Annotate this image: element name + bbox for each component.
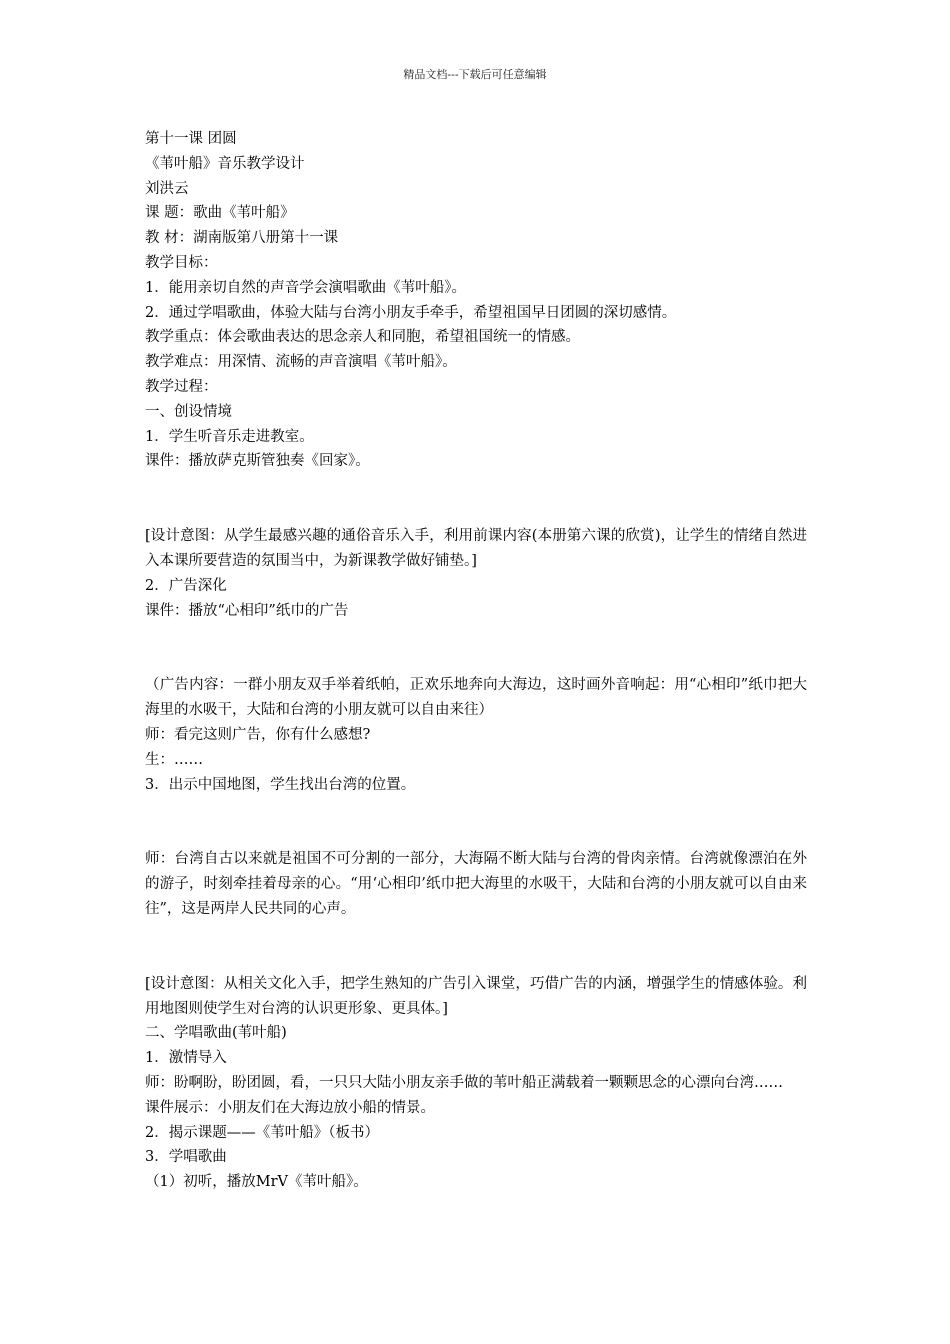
paragraph: 师：台湾自古以来就是祖国不可分割的一部分，大海隔不断大陆与台湾的骨肉亲情。台湾就像漂泊在外的游子，时刻牵挂着母亲的心。“用‘心相印’纸巾把大海里的水吸干，大陆和台湾的小朋友就可以自由来往”，这是两岸人民共同的心声。 [145, 851, 807, 917]
paragraph: 课件：播放“心相印”纸巾的广告 [145, 602, 349, 619]
paragraph: 课件展示：小朋友们在大海边放小船的情景。 [145, 1099, 435, 1116]
document-body [145, 127, 807, 1195]
section-heading: 教学过程： [145, 378, 218, 395]
paragraph: 教学难点：用深情、流畅的声音演唱《苇叶船》。 [145, 354, 457, 371]
page-header: 精品文档---下载后可任意编辑 [403, 68, 547, 81]
paragraph: 教学重点：体会歌曲表达的思念亲人和同胞，希望祖国统一的情感。 [145, 329, 580, 346]
lesson-number: 第十一课 团圆 [145, 131, 237, 147]
paragraph: 3．出示中国地图，学生找出台湾的位置。 [145, 776, 416, 793]
paragraph: 2．通过学唱歌曲，体验大陆与台湾小朋友手牵手，希望祖国早日团圆的深切感情。 [145, 304, 677, 321]
design-note: [设计意图：从相关文化入手，把学生熟知的广告引入课堂，巧借广告的内涵，增强学生的情感体验。利用地图则使学生对台湾的认识更形象、更具体。] [145, 975, 807, 1017]
blank-space [145, 474, 807, 524]
paragraph: 生：…… [145, 751, 203, 768]
section-heading: 二、学唱歌曲(苇叶船) [145, 1025, 287, 1042]
topic-line: 课 题：歌曲《苇叶船》 [145, 205, 295, 222]
paragraph: 师：看完这则广告，你有什么感想? [145, 726, 371, 743]
blank-space [145, 922, 807, 972]
paragraph: 1．激情导入 [145, 1050, 227, 1067]
document-title: 《苇叶船》音乐教学设计 [145, 155, 305, 172]
blank-space [145, 623, 807, 673]
paragraph: （1）初听，播放MrV《苇叶船》。 [145, 1174, 368, 1191]
paragraph: 师：盼啊盼，盼团圆，看，一只只大陆小朋友亲手做的苇叶船正满载着一颗颗思念的心漂向台湾…… [145, 1074, 783, 1091]
design-note: [设计意图：从学生最感兴趣的通俗音乐入手，利用前课内容(本册第六课的欣赏)，让学生的情绪自然进入本课所要营造的氛围当中，为新课教学做好铺垫。] [145, 528, 807, 569]
paragraph: 2．揭示课题——《苇叶船》（板书） [145, 1124, 379, 1141]
blank-space [145, 797, 807, 847]
paragraph: 课件：播放萨克斯管独奏《回家》。 [145, 453, 370, 470]
paragraph: （广告内容：一群小朋友双手举着纸帕，正欢乐地奔向大海边，这时画外音响起：用“心相印”纸巾把大海里的水吸干，大陆和台湾的小朋友就可以自由来往） [145, 677, 807, 719]
paragraph: 1．学生听音乐走进教室。 [145, 428, 314, 445]
section-heading: 教学目标： [145, 254, 218, 271]
paragraph: 2．广告深化 [145, 577, 227, 594]
paragraph: 3．学唱歌曲 [145, 1149, 227, 1166]
paragraph: 1．能用亲切自然的声音学会演唱歌曲《苇叶船》。 [145, 279, 466, 296]
section-heading: 一、创设情境 [145, 403, 232, 420]
author: 刘洪云 [145, 180, 189, 197]
textbook-line: 教 材：湖南版第八册第十一课 [145, 230, 339, 247]
